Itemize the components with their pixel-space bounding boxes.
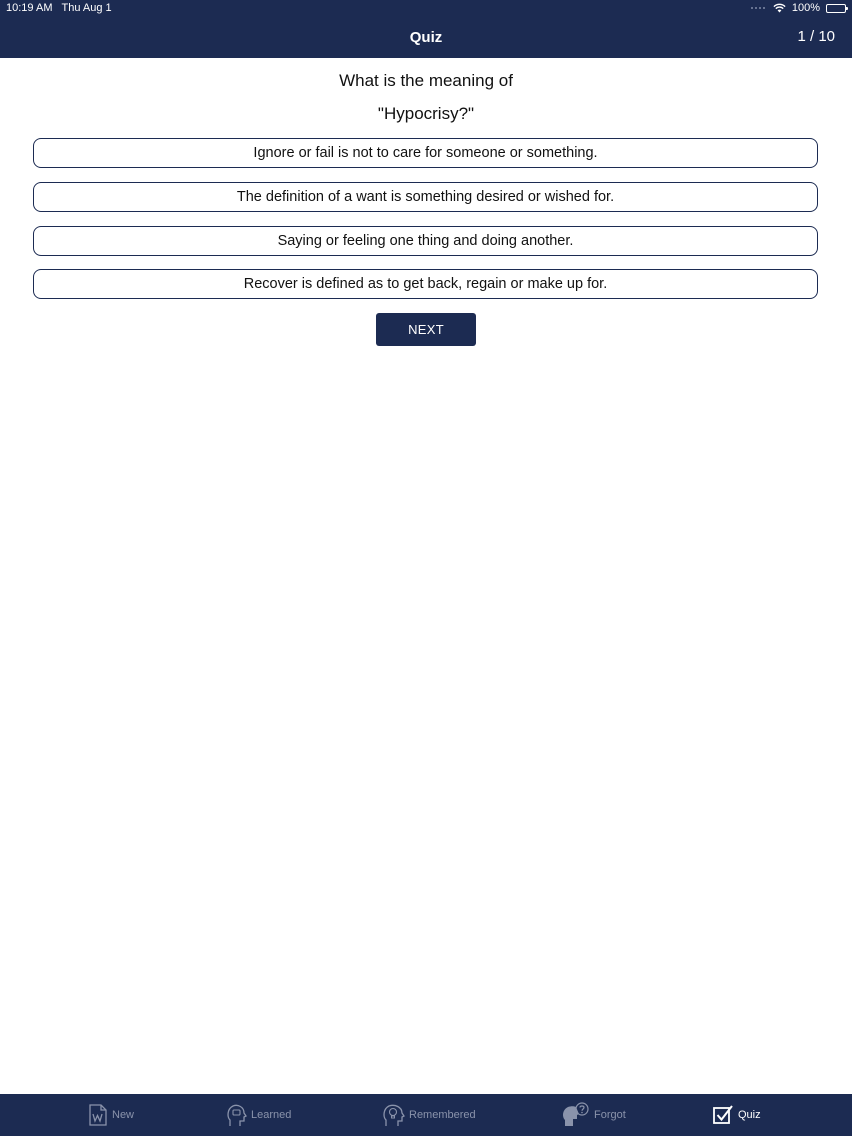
tab-learned-label: Learned bbox=[251, 1109, 292, 1121]
remembered-bulb-icon bbox=[381, 1102, 405, 1128]
learned-head-icon bbox=[225, 1102, 247, 1128]
tab-learned[interactable] bbox=[225, 1094, 291, 1136]
tab-remembered-label: Remembered bbox=[409, 1109, 476, 1121]
tab-forgot[interactable] bbox=[562, 1094, 626, 1136]
answer-option-1[interactable]: Ignore or fail is not to care for someone or something. bbox=[33, 138, 818, 168]
page-title: Quiz bbox=[409, 29, 443, 46]
top-bar bbox=[0, 0, 852, 58]
quiz-checkbox-icon bbox=[712, 1104, 734, 1126]
tab-new-label: New bbox=[112, 1109, 135, 1121]
status-date: Thu Aug 1 bbox=[61, 2, 112, 14]
tab-remembered[interactable] bbox=[381, 1094, 476, 1136]
battery-percent: 100% bbox=[791, 2, 820, 14]
tab-forgot-label: Forgot bbox=[594, 1109, 626, 1121]
battery-icon bbox=[826, 4, 846, 13]
answer-option-3[interactable]: Saying or feeling one thing and doing another. bbox=[33, 226, 818, 256]
wifi-icon bbox=[773, 3, 786, 13]
question-prompt: What is the meaning of bbox=[339, 71, 513, 90]
question-word: "Hypocrisy?" bbox=[377, 104, 475, 123]
answer-option-2[interactable]: The definition of a want is something desired or wished for. bbox=[33, 182, 818, 212]
status-right bbox=[751, 2, 846, 14]
tab-quiz-label: Quiz bbox=[738, 1109, 761, 1121]
forgot-question-icon bbox=[562, 1102, 590, 1128]
status-time: 10:19 AM bbox=[6, 2, 53, 14]
quiz-progress: 1 / 10 bbox=[797, 28, 835, 45]
next-button[interactable]: NEXT bbox=[376, 313, 476, 346]
cellular-signal-icon bbox=[751, 7, 765, 9]
tab-quiz[interactable] bbox=[712, 1094, 761, 1136]
tab-new[interactable] bbox=[88, 1094, 134, 1136]
tab-bar bbox=[0, 1094, 852, 1136]
answer-option-4[interactable]: Recover is defined as to get back, regain or make up for. bbox=[33, 269, 818, 299]
status-left bbox=[6, 2, 112, 14]
new-word-icon bbox=[88, 1103, 108, 1127]
